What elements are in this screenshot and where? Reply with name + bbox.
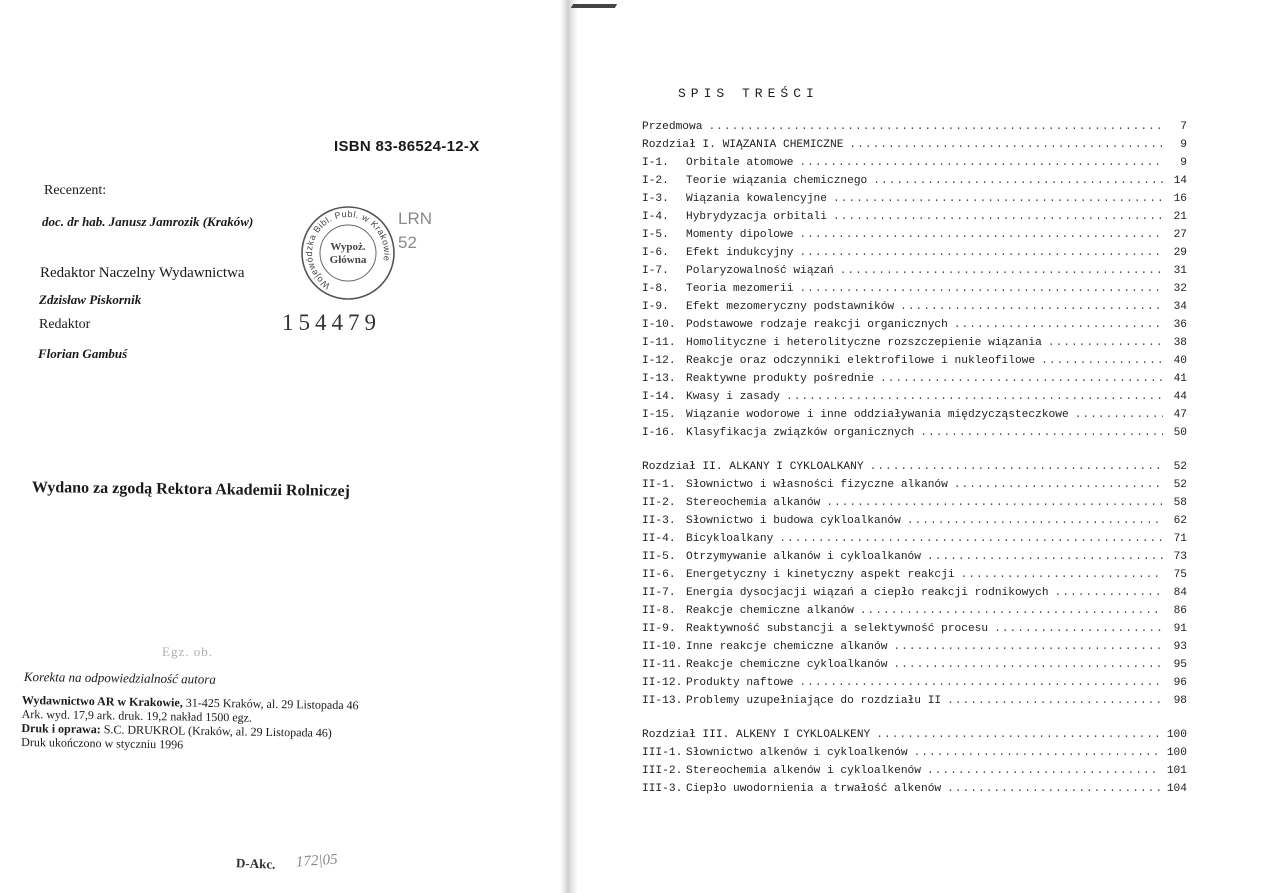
toc-number: I-5. [642, 229, 669, 241]
toc-page-number: 47 [1173, 409, 1187, 421]
toc-leader-dots [840, 265, 1163, 277]
toc-entry-title: Momenty dipolowe [686, 229, 794, 241]
toc-title: SPIS TREŚCI [678, 86, 819, 101]
toc-entry-title: Otrzymywanie alkanów i cykloalkanów [686, 551, 921, 563]
inventory-number: 154479 [282, 310, 381, 335]
toc-chapter-row [642, 461, 1187, 479]
toc-number: I-8. [642, 283, 669, 295]
toc-leader-dots [849, 139, 1163, 151]
toc-page-number: 96 [1173, 677, 1187, 689]
toc-number: II-13. [642, 695, 683, 707]
toc-row [642, 193, 1187, 211]
toc-entry-title: Stereochemia alkenów i cykloalkenów [686, 765, 921, 777]
toc-number: I-6. [642, 247, 669, 259]
toc-chapter-row [642, 729, 1187, 747]
shelf-mark: D-Akc. [235, 855, 276, 872]
toc-page-number: 50 [1173, 427, 1187, 439]
toc-entry-title: Wiązanie wodorowe i inne oddziaływania międzycząsteczkowe [686, 409, 1069, 421]
toc-page-number: 9 [1180, 139, 1187, 151]
toc-row [642, 497, 1187, 515]
toc-leader-dots [900, 301, 1163, 313]
toc-entry-title: Efekt mezomeryczny podstawników [686, 301, 895, 313]
toc-page-number: 52 [1173, 461, 1187, 473]
toc-entry-title: Reakcje oraz odczynniki elektrofilowe i nukleofilowe [686, 355, 1036, 367]
toc-entry-title: Energia dysocjacji wiązań a ciepło reakcji rodnikowych [686, 587, 1049, 599]
toc-entry-title: Teorie wiązania chemicznego [686, 175, 868, 187]
toc-leader-dots [870, 461, 1163, 473]
toc-page-number: 71 [1173, 533, 1187, 545]
toc-entry-title: Orbitale atomowe [686, 157, 794, 169]
copy-note: Egz. ob. [162, 644, 213, 659]
toc-chapter-row [642, 139, 1187, 157]
toc-row [642, 765, 1187, 783]
toc-row [642, 373, 1187, 391]
toc-entry-title: Rozdział III. ALKENY I CYKLOALKENY [642, 729, 871, 741]
toc-page-number: 91 [1173, 623, 1187, 635]
toc-number: II-8. [642, 605, 676, 617]
toc-leader-dots [826, 497, 1163, 509]
toc-entry-title: Homolityczne i heterolityczne rozszczepienie wiązania [686, 337, 1042, 349]
toc-number: II-12. [642, 677, 683, 689]
toc-leader-dots [961, 569, 1163, 581]
toc-entry-title: Problemy uzupełniające do rozdziału II [686, 695, 942, 707]
toc-number: I-7. [642, 265, 669, 277]
toc-row [642, 175, 1187, 193]
toc-entry-title: Słownictwo i własności fizyczne alkanów [686, 479, 948, 491]
library-stamp [298, 205, 398, 301]
toc-leader-dots [920, 427, 1163, 439]
toc-page-number: 73 [1173, 551, 1187, 563]
toc-leader-dots [786, 391, 1163, 403]
toc-row [642, 747, 1187, 765]
toc-leader-dots [833, 193, 1163, 205]
toc-number: I-9. [642, 301, 669, 313]
toc-number: II-2. [642, 497, 676, 509]
toc-row [642, 265, 1187, 283]
toc-row [642, 427, 1187, 445]
left-page [0, 0, 560, 893]
toc-leader-dots [860, 605, 1163, 617]
shelf-mark-handwriting: 172|05 [295, 851, 339, 871]
toc-leader-dots [994, 623, 1163, 635]
toc-row [642, 479, 1187, 497]
toc-number: II-7. [642, 587, 676, 599]
toc-row [642, 283, 1187, 301]
toc-entry-title: Reaktywne produkty pośrednie [686, 373, 874, 385]
toc-entry-title: Reakcje chemiczne alkanów [686, 605, 854, 617]
toc-leader-dots [779, 533, 1163, 545]
toc-page-number: 84 [1173, 587, 1187, 599]
toc-number: I-3. [642, 193, 669, 205]
toc-row [642, 533, 1187, 551]
toc-leader-dots [708, 121, 1163, 133]
toc-page-number: 14 [1173, 175, 1187, 187]
imprint-printer-label: Druk i oprawa: [21, 720, 101, 737]
toc-leader-dots [907, 515, 1163, 527]
toc-entry-title: Rozdział I. WIĄZANIA CHEMICZNE [642, 139, 844, 151]
toc-row [642, 623, 1187, 641]
toc-leader-dots [833, 211, 1163, 223]
toc-entry-title: Reaktywność substancji a selektywność procesu [686, 623, 989, 635]
toc-row [642, 783, 1187, 801]
toc-leader-dots [1048, 337, 1163, 349]
toc-row [642, 677, 1187, 695]
toc-row [642, 551, 1187, 569]
imprint-line-2: Ark. wyd. 17,9 ark. druk. 19,2 nakład 1500 egz. [21, 706, 253, 725]
toc-leader-dots [927, 551, 1163, 563]
rector-consent: Wydano za zgodą Rektora Akademii Rolniczej [31, 479, 351, 500]
toc-leader-dots [880, 373, 1163, 385]
chief-editor-label: Redaktor Naczelny Wydawnictwa [40, 265, 245, 281]
toc-number: II-5. [642, 551, 676, 563]
imprint-publisher-address: 31-425 Kraków, al. 29 Listopada 46 [182, 695, 359, 713]
toc-row [642, 337, 1187, 355]
toc-entry-title: Produkty naftowe [686, 677, 794, 689]
toc-row [642, 569, 1187, 587]
toc-leader-dots [873, 175, 1163, 187]
toc-page-number: 41 [1173, 373, 1187, 385]
toc-number: I-2. [642, 175, 669, 187]
toc-leader-dots [927, 765, 1161, 777]
right-page [563, 0, 1263, 893]
toc-leader-dots [1075, 409, 1163, 421]
toc-row [642, 605, 1187, 623]
toc-entry-title: Podstawowe rodzaje reakcji organicznych [686, 319, 948, 331]
toc-leader-dots [954, 319, 1163, 331]
toc-number: III-1. [642, 747, 683, 759]
toc-number: I-14. [642, 391, 676, 403]
toc-page-number: 38 [1173, 337, 1187, 349]
editor-name: Florian Gambuś [38, 346, 128, 361]
toc-number: II-1. [642, 479, 676, 491]
toc-row [642, 211, 1187, 229]
toc-row [642, 157, 1187, 175]
toc-number: I-13. [642, 373, 676, 385]
toc-row [642, 355, 1187, 373]
toc-page-number: 21 [1173, 211, 1187, 223]
toc-entry-title: Polaryzowalność wiązań [686, 265, 834, 277]
toc-row [642, 695, 1187, 713]
toc-page-number: 86 [1173, 605, 1187, 617]
imprint-line-4: Druk ukończono w styczniu 1996 [21, 734, 184, 752]
toc-leader-dots [914, 747, 1161, 759]
toc-row [642, 391, 1187, 409]
correction-note: Korekta na odpowiedzialność autora [23, 669, 216, 687]
toc-leader-dots [954, 479, 1163, 491]
toc-page-number: 93 [1173, 641, 1187, 653]
table-of-contents [642, 121, 1187, 801]
toc-page-number: 95 [1173, 659, 1187, 671]
toc-page-number: 16 [1173, 193, 1187, 205]
toc-number: I-10. [642, 319, 676, 331]
imprint-printer: S.C. DRUKROL (Kraków, al. 29 Listopada 46) [100, 722, 332, 740]
isbn: ISBN 83-86524-12-X [334, 138, 480, 155]
toc-page-number: 104 [1166, 783, 1187, 795]
reviewer-name: doc. dr hab. Janusz Jamrozik (Kraków) [42, 214, 254, 229]
toc-row [642, 409, 1187, 427]
toc-entry-title: Teoria mezomerii [686, 283, 794, 295]
toc-entry-title: Klasyfikacja związków organicznych [686, 427, 915, 439]
toc-page-number: 75 [1173, 569, 1187, 581]
toc-entry-title: Słownictwo alkenów i cykloalkenów [686, 747, 908, 759]
toc-leader-dots [893, 659, 1163, 671]
toc-chapter-row [642, 121, 1187, 139]
stamp-handwriting: LRN 52 [398, 209, 433, 252]
toc-number: I-1. [642, 157, 669, 169]
toc-row [642, 301, 1187, 319]
toc-row [642, 319, 1187, 337]
toc-row [642, 641, 1187, 659]
toc-page-number: 29 [1173, 247, 1187, 259]
toc-entry-title: Wiązania kowalencyjne [686, 193, 827, 205]
toc-leader-dots [799, 283, 1163, 295]
toc-number: II-4. [642, 533, 676, 545]
toc-number: I-15. [642, 409, 676, 421]
toc-page-number: 58 [1173, 497, 1187, 509]
toc-page-number: 100 [1166, 729, 1187, 741]
imprint-publisher: Wydawnictwo AR w Krakowie, [21, 693, 183, 710]
toc-page-number: 98 [1173, 695, 1187, 707]
toc-number: III-3. [642, 783, 683, 795]
toc-leader-dots [799, 247, 1163, 259]
toc-row [642, 515, 1187, 533]
toc-row [642, 659, 1187, 677]
toc-leader-dots [799, 229, 1163, 241]
toc-number: II-6. [642, 569, 676, 581]
toc-page-number: 36 [1173, 319, 1187, 331]
toc-entry-title: Ciepło uwodornienia a trwałość alkenów [686, 783, 942, 795]
toc-entry-title: Bicykloalkany [686, 533, 774, 545]
toc-page-number: 40 [1173, 355, 1187, 367]
toc-row [642, 229, 1187, 247]
toc-number: I-11. [642, 337, 676, 349]
toc-entry-title: Kwasy i zasady [686, 391, 780, 403]
toc-leader-dots [1041, 355, 1163, 367]
toc-entry-title: Przedmowa [642, 121, 703, 133]
toc-leader-dots [947, 695, 1163, 707]
toc-entry-title: Efekt indukcyjny [686, 247, 794, 259]
toc-leader-dots [947, 783, 1161, 795]
toc-leader-dots [893, 641, 1163, 653]
toc-number: I-16. [642, 427, 676, 439]
stamp-ring-text: Wojewódzka Bibl. Publ. w Krakowie [304, 208, 393, 292]
toc-entry-title: Inne reakcje chemiczne alkanów [686, 641, 888, 653]
chief-editor-name: Zdzisław Piskornik [39, 292, 142, 307]
toc-entry-title: Słownictwo i budowa cykloalkanów [686, 515, 901, 527]
toc-row [642, 587, 1187, 605]
toc-page-number: 34 [1173, 301, 1187, 313]
stamp-center-line2: Główna [329, 254, 367, 266]
toc-page-number: 101 [1166, 765, 1187, 777]
imprint [21, 693, 359, 754]
toc-leader-dots [876, 729, 1161, 741]
toc-entry-title: Energetyczny i kinetyczny aspekt reakcji [686, 569, 955, 581]
toc-leader-dots [799, 157, 1163, 169]
stamp-center-line1: Wypoż. [330, 241, 366, 253]
toc-page-number: 44 [1173, 391, 1187, 403]
toc-page-number: 32 [1173, 283, 1187, 295]
toc-page-number: 100 [1166, 747, 1187, 759]
toc-page-number: 7 [1180, 121, 1187, 133]
reviewer-label: Recenzent: [44, 183, 107, 198]
toc-leader-dots [1055, 587, 1163, 599]
toc-leader-dots [799, 677, 1163, 689]
toc-number: I-4. [642, 211, 669, 223]
toc-entry-title: Rozdział II. ALKANY I CYKLOALKANY [642, 461, 864, 473]
toc-number: III-2. [642, 765, 683, 777]
toc-entry-title: Stereochemia alkanów [686, 497, 821, 509]
toc-number: II-3. [642, 515, 676, 527]
toc-row [642, 247, 1187, 265]
toc-page-number: 31 [1173, 265, 1187, 277]
toc-number: I-12. [642, 355, 676, 367]
toc-page-number: 62 [1173, 515, 1187, 527]
toc-page-number: 9 [1180, 157, 1187, 169]
toc-number: II-11. [642, 659, 683, 671]
toc-page-number: 27 [1173, 229, 1187, 241]
toc-entry-title: Reakcje chemiczne cykloalkanów [686, 659, 888, 671]
toc-number: II-10. [642, 641, 683, 653]
editor-label: Redaktor [39, 317, 91, 332]
toc-number: II-9. [642, 623, 676, 635]
toc-page-number: 52 [1173, 479, 1187, 491]
toc-entry-title: Hybrydyzacja orbitali [686, 211, 827, 223]
